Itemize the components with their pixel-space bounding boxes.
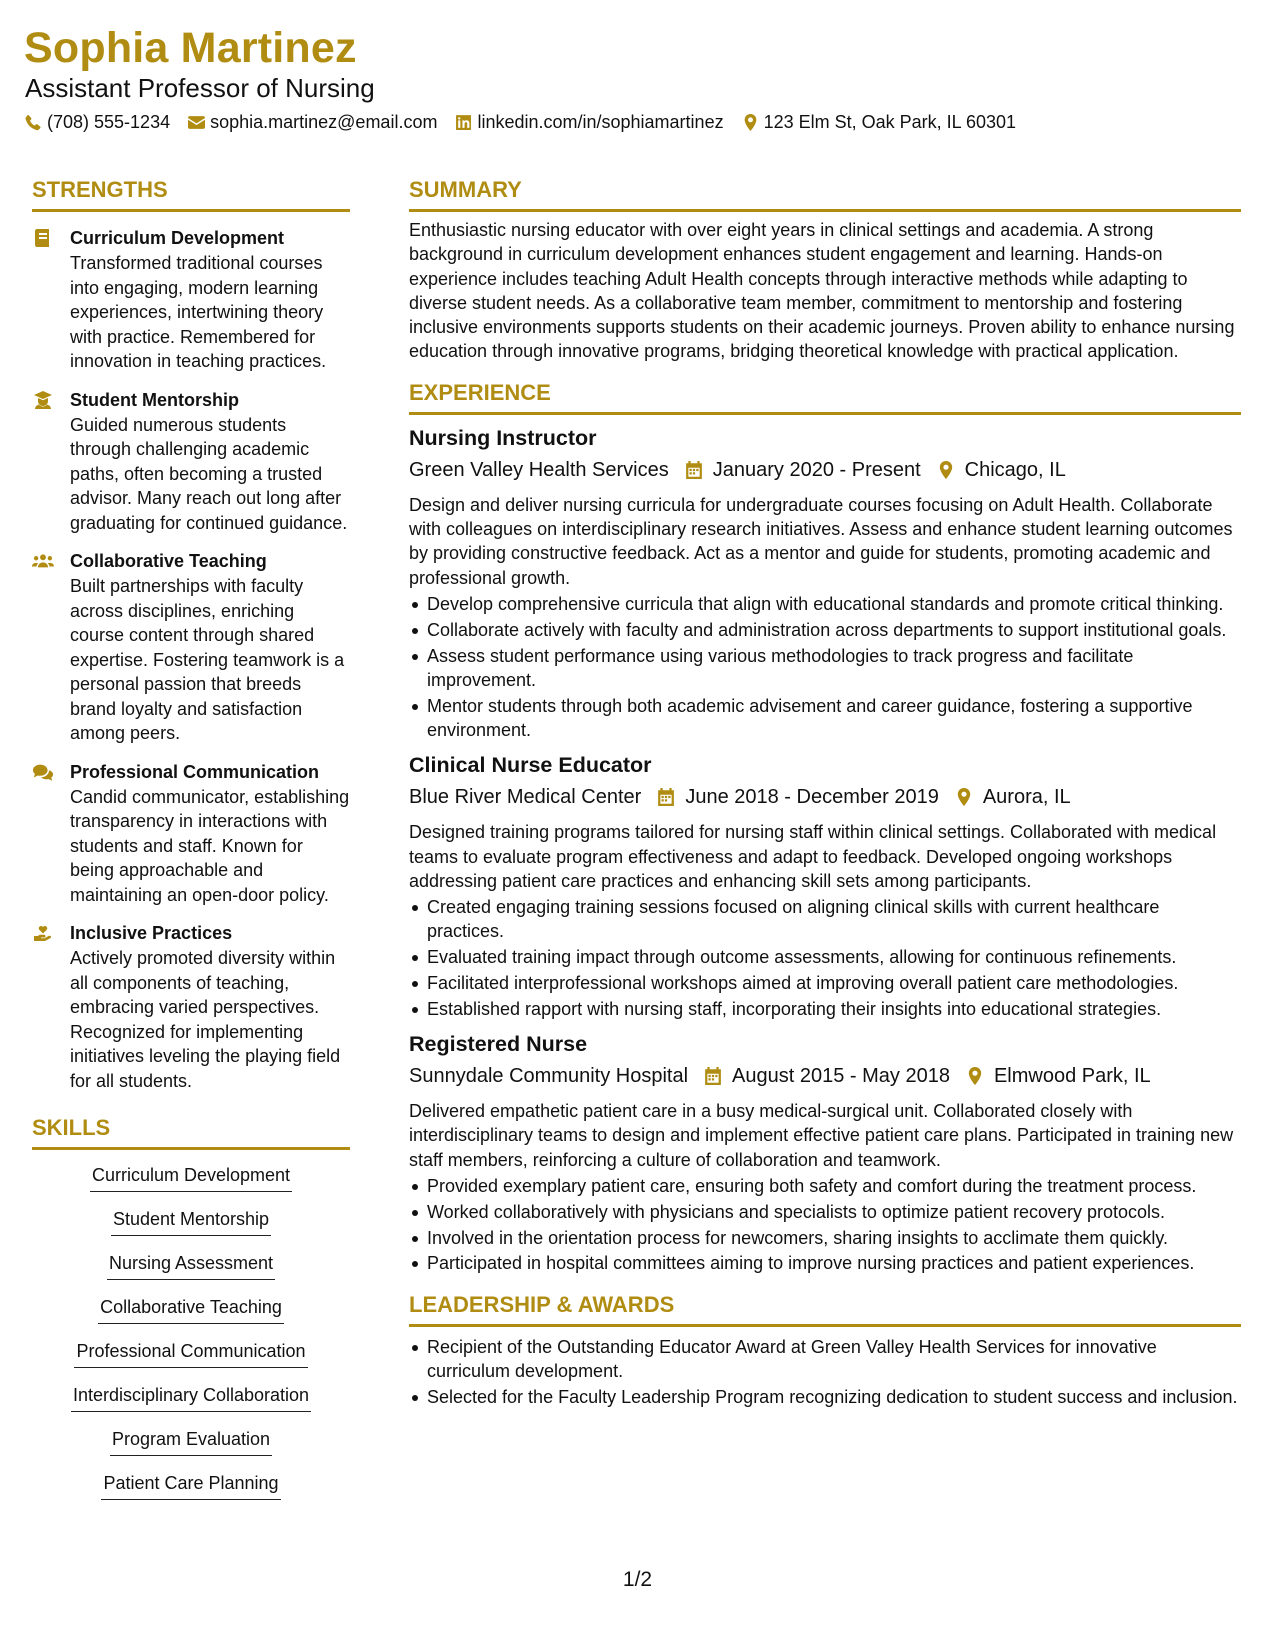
strength-description: Built partnerships with faculty across disciplines, enriching course content through shared expertise. Fostering teamwork is a personal passion that breeds brand loyalty and satisfaction among peers. (70, 576, 345, 743)
strength-item (32, 388, 350, 536)
leadership-list (409, 1335, 1241, 1409)
contact-text: linkedin.com/in/sophiamartinez (477, 111, 724, 132)
job-location: Elmwood Park, IL (993, 1065, 1151, 1088)
job-company: Blue River Medical Center (409, 786, 642, 809)
award-item: Selected for the Faculty Leadership Program recognizing dedication to student success and inclusion. (409, 1385, 1241, 1409)
strength-title: Collaborative Teaching (70, 551, 267, 571)
comments-icon (32, 762, 54, 782)
strength-description: Transformed traditional courses into engaging, modern learning experiences, intertwining theory with practice. Remembered for innovation in teaching practices. (70, 253, 327, 371)
job-title: Registered Nurse (409, 1032, 588, 1057)
bullet-item: Provided exemplary patient care, ensuring both safety and comfort during the treatment process. (409, 1174, 1241, 1198)
job-meta (409, 455, 1241, 485)
contact-linkedin[interactable] (455, 112, 723, 133)
calendar-icon (657, 788, 675, 806)
left-column (32, 175, 350, 1515)
bullet-item: Created engaging training sessions focused on aligning clinical skills with current healthcare practices. (409, 895, 1241, 944)
page-number: 1/2 (622, 1568, 653, 1591)
job-entry (409, 1029, 1241, 1276)
job-description: Delivered empathetic patient care in a busy medical-surgical unit. Collaborated closely with interdisciplinary teams to design and implement effective patient care plans. Participated in training new staff members, reinforcing a culture of collaboration and teamwork. (409, 1101, 1234, 1170)
contact-address (742, 112, 1016, 133)
skill-tag: Patient Care Planning (101, 1471, 280, 1500)
graduate-icon (32, 390, 54, 410)
phone-icon (25, 114, 42, 131)
bullet-item: Facilitated interprofessional workshops aimed at improving overall patient care methodologies. (409, 971, 1241, 995)
bullet-item: Worked collaboratively with physicians and specialists to optimize patient recovery protocols. (409, 1200, 1241, 1224)
contact-phone[interactable] (25, 112, 170, 133)
skill-tag: Interdisciplinary Collaboration (71, 1383, 311, 1412)
users-icon (32, 551, 54, 571)
strength-description: Candid communicator, establishing transparency in interactions with students and staff. Known for being approachable and maintaining an open-door policy. (70, 786, 350, 905)
strength-description: Actively promoted diversity within all components of teaching, embracing varied perspectives. Recognized for implementing initiatives leveling the playing field for all students. (70, 948, 341, 1091)
experience-heading: EXPERIENCE (409, 379, 551, 405)
envelope-icon (188, 114, 205, 131)
strength-title: Professional Communication (70, 761, 320, 782)
strength-item (32, 760, 350, 908)
calendar-icon (704, 1067, 722, 1085)
summary-text: Enthusiastic nursing educator with over eight years in clinical settings and academia. A strong background in curriculum development enhances student engagement and learning. Hands-on experience includes teaching Adult Health concepts through interactive methods while adapting to diverse student needs. As a collaborative team member, commitment to mentorship and fostering inclusive environments supports students on their academic journeys. Proven ability to enhance nursing education through innovative programs, bridging theoretical knowledge with practical application. (409, 220, 1235, 362)
section-divider (409, 412, 1241, 415)
contact-email[interactable] (188, 112, 437, 133)
bullet-item: Evaluated training impact through outcome assessments, allowing for continuous refinements. (409, 945, 1241, 969)
strength-description: Guided numerous students through challenging academic paths, often becoming a trusted advisor. Many reach out long after graduating for continued guidance. (70, 414, 348, 533)
strength-title: Student Mentorship (70, 389, 239, 410)
job-bullets (409, 592, 1241, 742)
contact-bar (25, 109, 1034, 135)
strength-title: Inclusive Practices (70, 923, 233, 943)
job-bullets (409, 1174, 1241, 1276)
location-pin-icon (937, 461, 955, 479)
contact-text: (708) 555-1234 (47, 111, 171, 132)
strength-item (32, 226, 350, 374)
job-title: Nursing Instructor (409, 425, 597, 450)
job-dates: August 2015 - May 2018 (732, 1065, 950, 1088)
bullet-item: Collaborate actively with faculty and administration across departments to support institutional goals. (409, 618, 1241, 642)
job-dates: January 2020 - Present (712, 458, 921, 481)
calendar-icon (685, 461, 703, 479)
summary-heading: SUMMARY (409, 177, 522, 202)
job-dates: June 2018 - December 2019 (685, 786, 939, 809)
job-meta (409, 1061, 1241, 1091)
job-bullets (409, 895, 1241, 1021)
candidate-headline: Assistant Professor of Nursing (25, 73, 375, 103)
job-entry (409, 423, 1241, 742)
job-title: Clinical Nurse Educator (409, 753, 652, 778)
job-company: Sunnydale Community Hospital (409, 1065, 689, 1088)
section-divider (32, 1147, 350, 1150)
bullet-item: Participated in hospital committees aiming to improve nursing practices and patient experiences. (409, 1251, 1241, 1275)
location-pin-icon (966, 1067, 984, 1085)
linkedin-icon (455, 114, 472, 131)
leadership-heading: LEADERSHIP & AWARDS (409, 1291, 675, 1317)
strength-item (32, 549, 350, 746)
contact-text: sophia.martinez@email.com (210, 111, 438, 132)
job-entry (409, 750, 1241, 1021)
location-pin-icon (955, 788, 973, 806)
bullet-item: Mentor students through both academic advisement and career guidance, fostering a supportive environment. (409, 694, 1241, 743)
skill-tag: Program Evaluation (110, 1427, 272, 1456)
skill-tag: Student Mentorship (111, 1207, 271, 1236)
section-divider (32, 209, 350, 212)
hand-holding-heart-icon (32, 923, 54, 943)
job-location: Aurora, IL (982, 786, 1071, 809)
book-icon (32, 228, 54, 248)
bullet-item: Assess student performance using various methodologies to track progress and facilitate improvement. (409, 644, 1241, 693)
bullet-item: Involved in the orientation process for newcomers, sharing insights to acclimate them quickly. (409, 1226, 1241, 1250)
skill-tag: Professional Communication (74, 1339, 307, 1368)
job-description: Design and deliver nursing curricula for undergraduate courses focusing on Adult Health. Collaborate with colleagues on interdisciplinary research initiatives. Assess and enhance student learning outcomes by providing constructive feedback. Act as a mentor and guide for students, promoting academic and professional growth. (409, 494, 1233, 588)
bullet-item: Develop comprehensive curricula that align with educational standards and promote critical thinking. (409, 592, 1241, 616)
right-column (409, 175, 1241, 1411)
job-company: Green Valley Health Services (409, 458, 669, 481)
strength-item (32, 921, 350, 1093)
job-meta (409, 782, 1241, 812)
job-description: Designed training programs tailored for nursing staff within clinical settings. Collaborated with medical teams to evaluate program effectiveness and adapt to feedback. Developed ongoing workshops addressing patient care practices and enhancing skill sets among participants. (409, 822, 1217, 891)
skills-list (32, 1163, 350, 1515)
candidate-name: Sophia Martinez (24, 24, 357, 72)
section-divider (409, 209, 1241, 212)
award-item: Recipient of the Outstanding Educator Award at Green Valley Health Services for innovative curriculum development. (409, 1335, 1241, 1384)
job-location: Chicago, IL (964, 458, 1066, 481)
strengths-heading: STRENGTHS (32, 177, 168, 202)
bullet-item: Established rapport with nursing staff, incorporating their insights into educational strategies. (409, 997, 1241, 1021)
contact-text: 123 Elm St, Oak Park, IL 60301 (763, 111, 1017, 132)
skill-tag: Nursing Assessment (107, 1251, 275, 1280)
strength-title: Curriculum Development (70, 228, 285, 248)
skill-tag: Curriculum Development (90, 1163, 292, 1192)
section-divider (409, 1324, 1241, 1327)
location-pin-icon (742, 114, 759, 131)
skills-heading: SKILLS (32, 1115, 111, 1140)
skill-tag: Collaborative Teaching (98, 1295, 284, 1324)
